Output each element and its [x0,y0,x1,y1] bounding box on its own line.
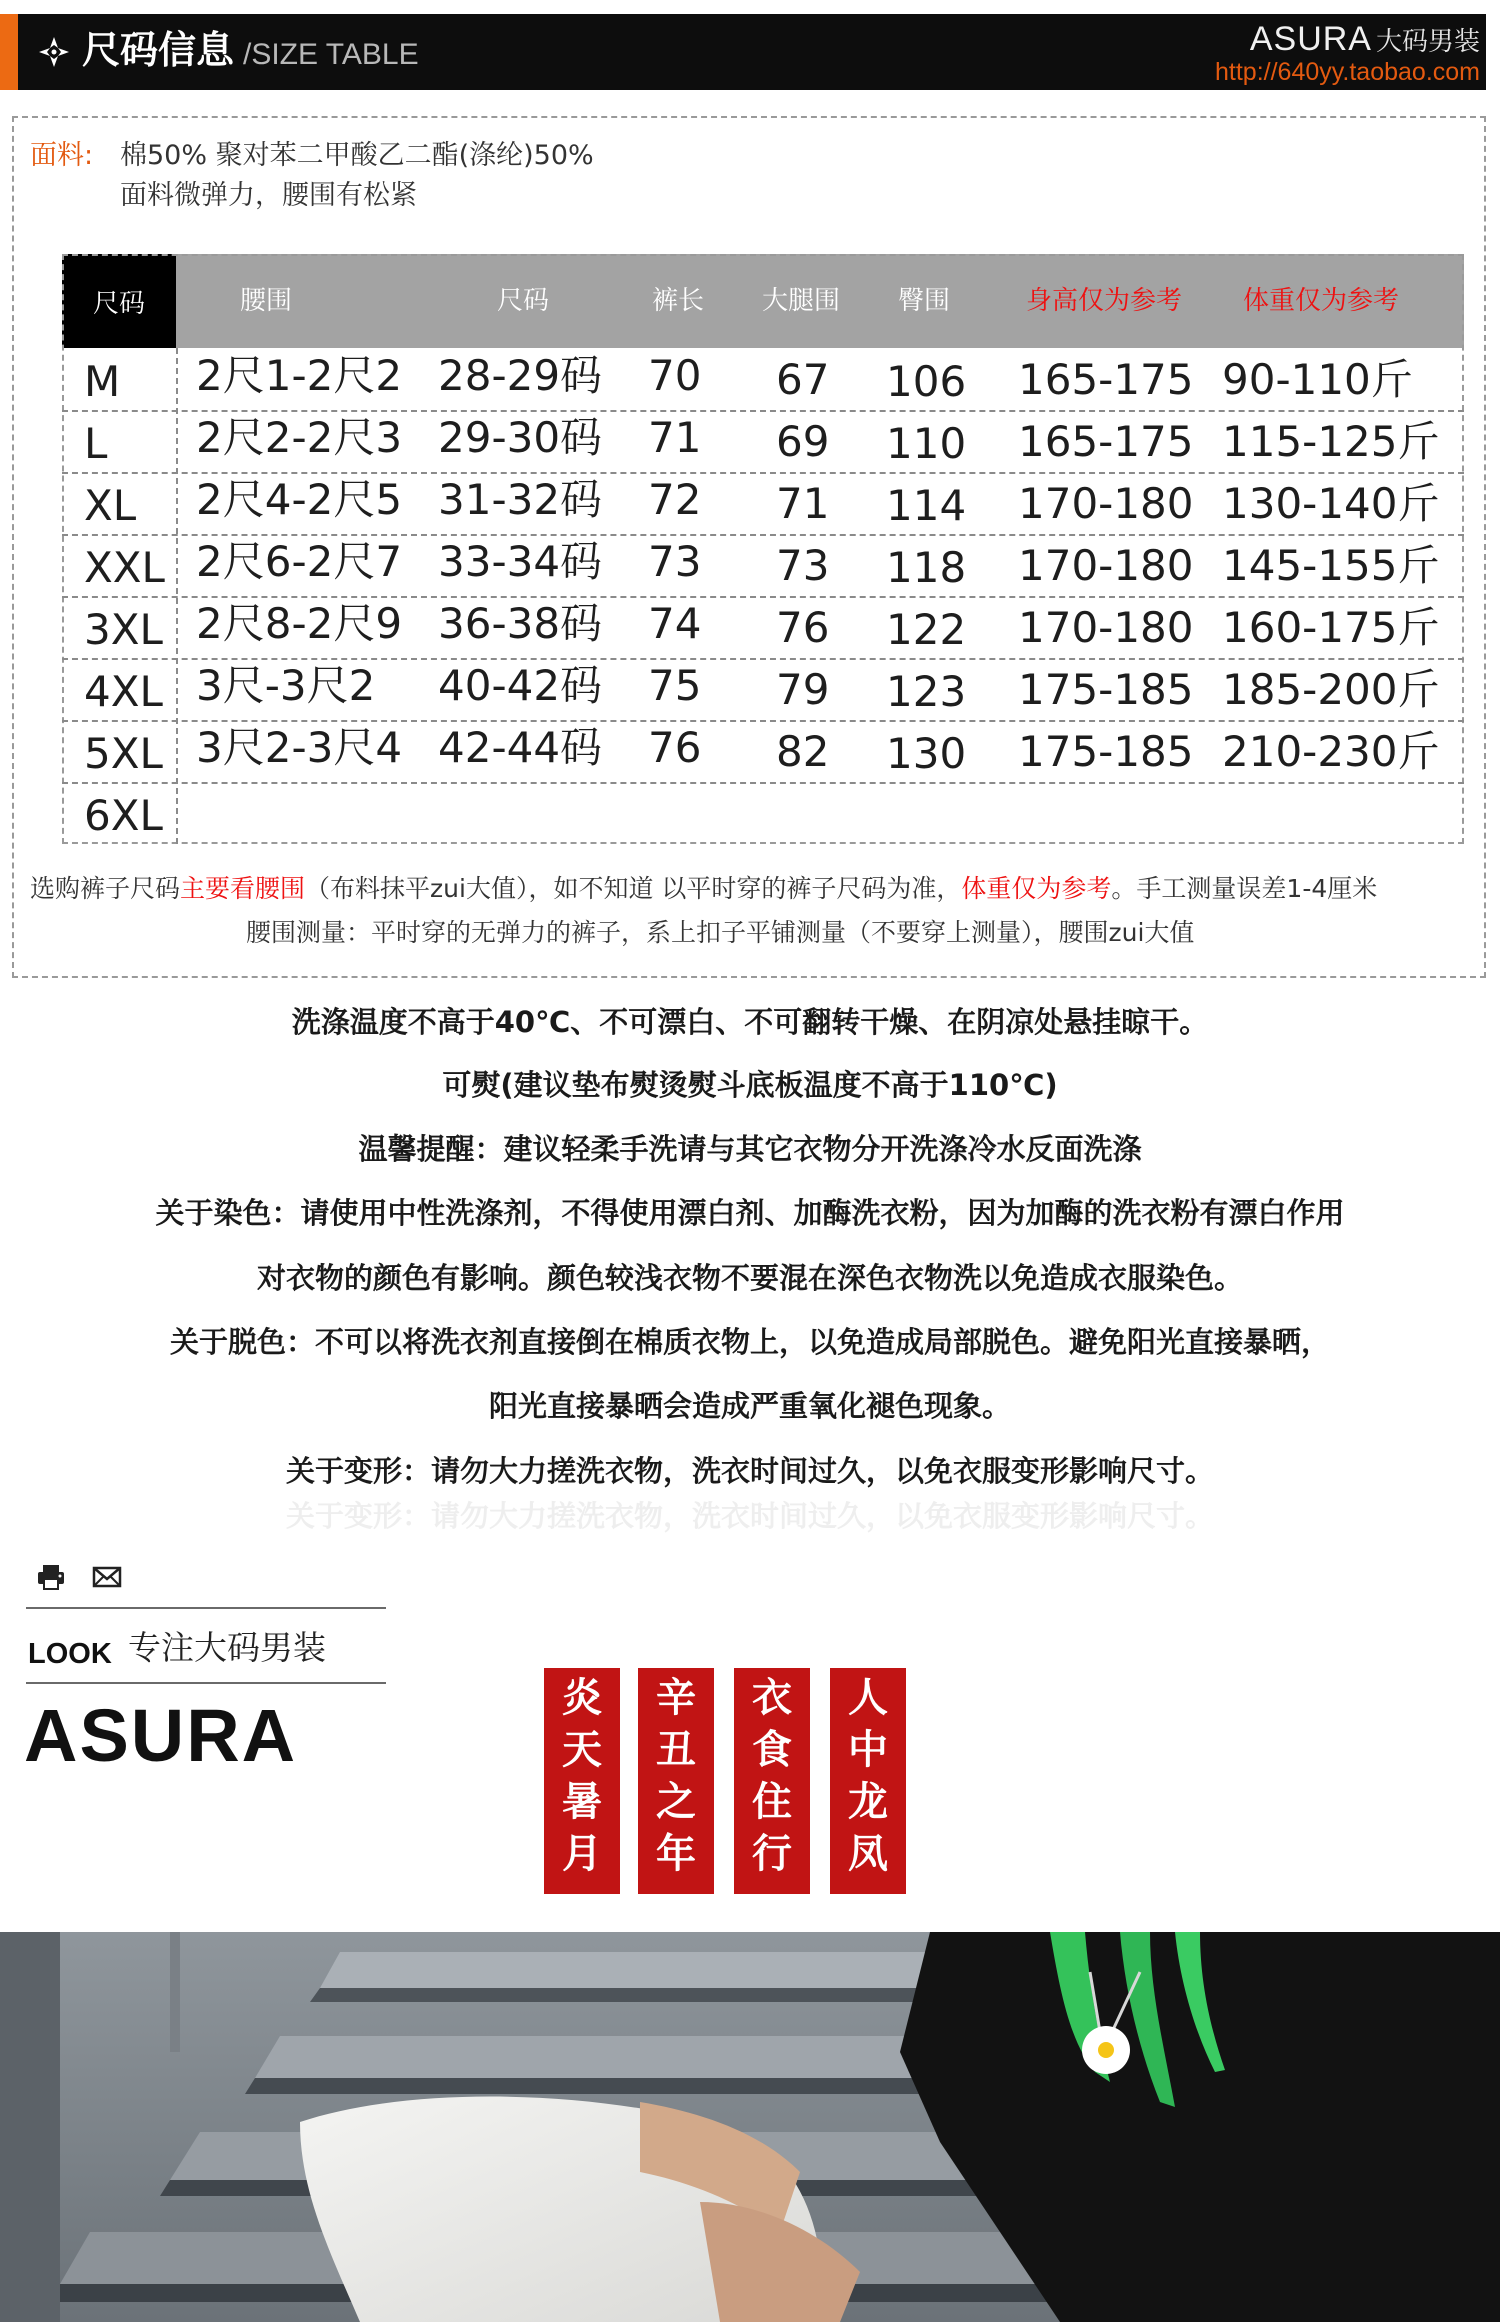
cell-hip: 130 [886,729,967,778]
brand-tagline: 大码男装 [1375,27,1480,57]
table-header-thigh: 大腿围 [762,286,841,316]
seal-char: 辛 [656,1674,696,1721]
cell-size: XXL [84,543,165,592]
seal-char: 人 [848,1674,888,1721]
shop-url-link[interactable]: http://640yy.taobao.com [1215,58,1480,86]
table-header-code: 尺码 [497,286,550,316]
table-row-divider [62,782,1464,784]
waist-measure-note: 腰围测量：平时穿的无弹力的裤子，系上扣子平铺测量（不要穿上测量），腰围zui大值 [246,918,1195,947]
cell-thigh: 73 [776,541,830,590]
cell-thigh: 71 [776,479,830,528]
cell-length: 72 [648,475,702,524]
table-header-length: 裤长 [652,286,705,316]
cell-hip: 110 [886,419,967,468]
cell-length: 74 [648,599,702,648]
cell-code: 40-42码 [438,661,603,710]
cell-thigh: 76 [776,603,830,652]
red-seal-4 [830,1668,906,1894]
cell-code: 29-30码 [438,413,603,462]
care-line: 温馨提醒：建议轻柔手洗请与其它衣物分开洗涤冷水反面洗涤 [358,1132,1142,1166]
cell-thigh: 82 [776,727,830,776]
red-seal-2 [638,1668,714,1894]
red-seal-1 [544,1668,620,1894]
page-title: 尺码信息 [82,28,235,72]
care-line: 对衣物的颜色有影响。颜色较浅衣物不要混在深色衣物洗以免造成衣服染色。 [256,1261,1243,1295]
seal-char: 丑 [656,1726,696,1773]
page-subtitle: /SIZE TABLE [243,38,419,71]
red-seal-3 [734,1668,810,1894]
table-header-size: 尺码 [62,254,176,348]
look-label: LOOK [28,1638,112,1670]
cell-weight: 145-155斤 [1222,541,1440,590]
product-photo [0,1932,1500,2322]
size-info-header [0,0,1500,90]
cell-waist: 2尺1-2尺2 [196,351,403,400]
seal-char: 年 [656,1830,696,1877]
seal-char: 龙 [848,1778,888,1825]
cell-code: 33-34码 [438,537,603,586]
table-row-divider [62,596,1464,598]
cell-thigh: 79 [776,665,830,714]
cell-height: 175-185 [1018,665,1194,714]
cell-size: M [84,357,121,406]
cell-size: XL [84,481,137,530]
brand-logo-text: ASURA [24,1694,298,1777]
table-header-height: 身高仅为参考 [1026,286,1183,316]
table-row-divider [62,410,1464,412]
seal-char: 行 [752,1830,792,1877]
cell-height: 170-180 [1018,479,1194,528]
cell-length: 76 [648,723,702,772]
seal-char: 月 [562,1830,602,1877]
header-accent-stripe [0,14,18,90]
cell-size: 6XL [84,791,163,840]
cell-weight: 115-125斤 [1222,417,1440,466]
cell-height: 175-185 [1018,727,1194,776]
cell-hip: 106 [886,357,967,406]
fabric-composition: 棉50% 聚对苯二甲酸乙二酯(涤纶)50% [120,140,594,171]
brand-slogan: 专注大码男装 [128,1628,326,1667]
table-row-divider [62,472,1464,474]
brand-name: ASURA [1249,20,1372,58]
print-icon[interactable] [36,1562,66,1592]
cell-height: 170-180 [1018,603,1194,652]
seal-char: 暑 [562,1778,602,1825]
cell-weight: 210-230斤 [1222,727,1440,776]
cell-weight: 90-110斤 [1222,355,1413,404]
cell-hip: 123 [886,667,967,716]
seal-char: 食 [752,1726,792,1773]
header-brand [1215,20,1480,86]
fabric-label: 面料: [30,140,94,171]
care-line: 洗涤温度不高于40℃、不可漂白、不可翻转干燥、在阴凉处悬挂晾干。 [291,1005,1209,1039]
cell-weight: 185-200斤 [1222,665,1440,714]
fabric-note: 面料微弹力，腰围有松紧 [120,180,417,211]
cell-length: 73 [648,537,702,586]
divider [26,1682,386,1684]
cell-waist: 2尺6-2尺7 [196,537,403,586]
table-header-weight: 体重仅为参考 [1243,286,1400,316]
mail-icon[interactable] [92,1564,122,1590]
cell-length: 75 [648,661,702,710]
cell-waist: 3尺-3尺2 [196,661,376,710]
compass-cross-icon [38,36,70,68]
cell-code: 36-38码 [438,599,603,648]
cell-waist: 2尺2-2尺3 [196,413,403,462]
care-line: 阳光直接暴晒会造成严重氧化褪色现象。 [488,1389,1011,1423]
seal-char: 住 [752,1778,792,1825]
table-header-waist: 腰围 [240,286,293,316]
table-row-divider [62,534,1464,536]
cell-length: 70 [648,351,702,400]
cell-weight: 160-175斤 [1222,603,1440,652]
cell-height: 170-180 [1018,541,1194,590]
cell-waist: 2尺8-2尺9 [196,599,403,648]
sizing-note: 选购裤子尺码主要看腰围（布料抹平zui大值），如不知道 以平时穿的裤子尺码为准，体重仅为参考。手工测量误差1-4厘米 [30,874,1378,903]
cell-weight: 130-140斤 [1222,479,1440,528]
care-line: 关于变形：请勿大力搓洗衣物，洗衣时间过久，以免衣服变形影响尺寸。 [285,1454,1214,1488]
cell-thigh: 67 [776,355,830,404]
cell-code: 42-44码 [438,723,603,772]
cell-hip: 122 [886,605,967,654]
cell-size: L [84,419,108,468]
table-row-divider [62,658,1464,660]
seal-char: 中 [848,1726,888,1773]
cell-code: 28-29码 [438,351,603,400]
seal-char: 之 [656,1778,696,1825]
care-line-reflection: 关于变形：请勿大力搓洗衣物，洗衣时间过久，以免衣服变形影响尺寸。 [285,1499,1214,1533]
cell-height: 165-175 [1018,417,1194,466]
cell-code: 31-32码 [438,475,603,524]
cell-height: 165-175 [1018,355,1194,404]
care-line: 关于染色：请使用中性洗涤剂，不得使用漂白剂、加酶洗衣粉，因为加酶的洗衣粉有漂白作用 [155,1196,1345,1230]
cell-size: 5XL [84,729,163,778]
seal-char: 衣 [752,1674,792,1721]
cell-hip: 114 [886,481,967,530]
seal-char: 天 [562,1726,602,1773]
table-header-hip: 臀围 [898,286,951,316]
seal-char: 炎 [562,1674,602,1721]
cell-hip: 118 [886,543,967,592]
divider [26,1607,386,1609]
cell-size: 4XL [84,667,163,716]
seal-char: 凤 [848,1830,888,1877]
cell-thigh: 69 [776,417,830,466]
table-row-divider [62,720,1464,722]
care-line: 可熨(建议垫布熨烫熨斗底板温度不高于110℃) [442,1068,1058,1102]
care-line: 关于脱色：不可以将洗衣剂直接倒在棉质衣物上，以免造成局部脱色。避免阳光直接暴晒， [169,1325,1330,1359]
cell-size: 3XL [84,605,163,654]
cell-waist: 3尺2-3尺4 [196,723,403,772]
cell-length: 71 [648,413,702,462]
cell-waist: 2尺4-2尺5 [196,475,403,524]
